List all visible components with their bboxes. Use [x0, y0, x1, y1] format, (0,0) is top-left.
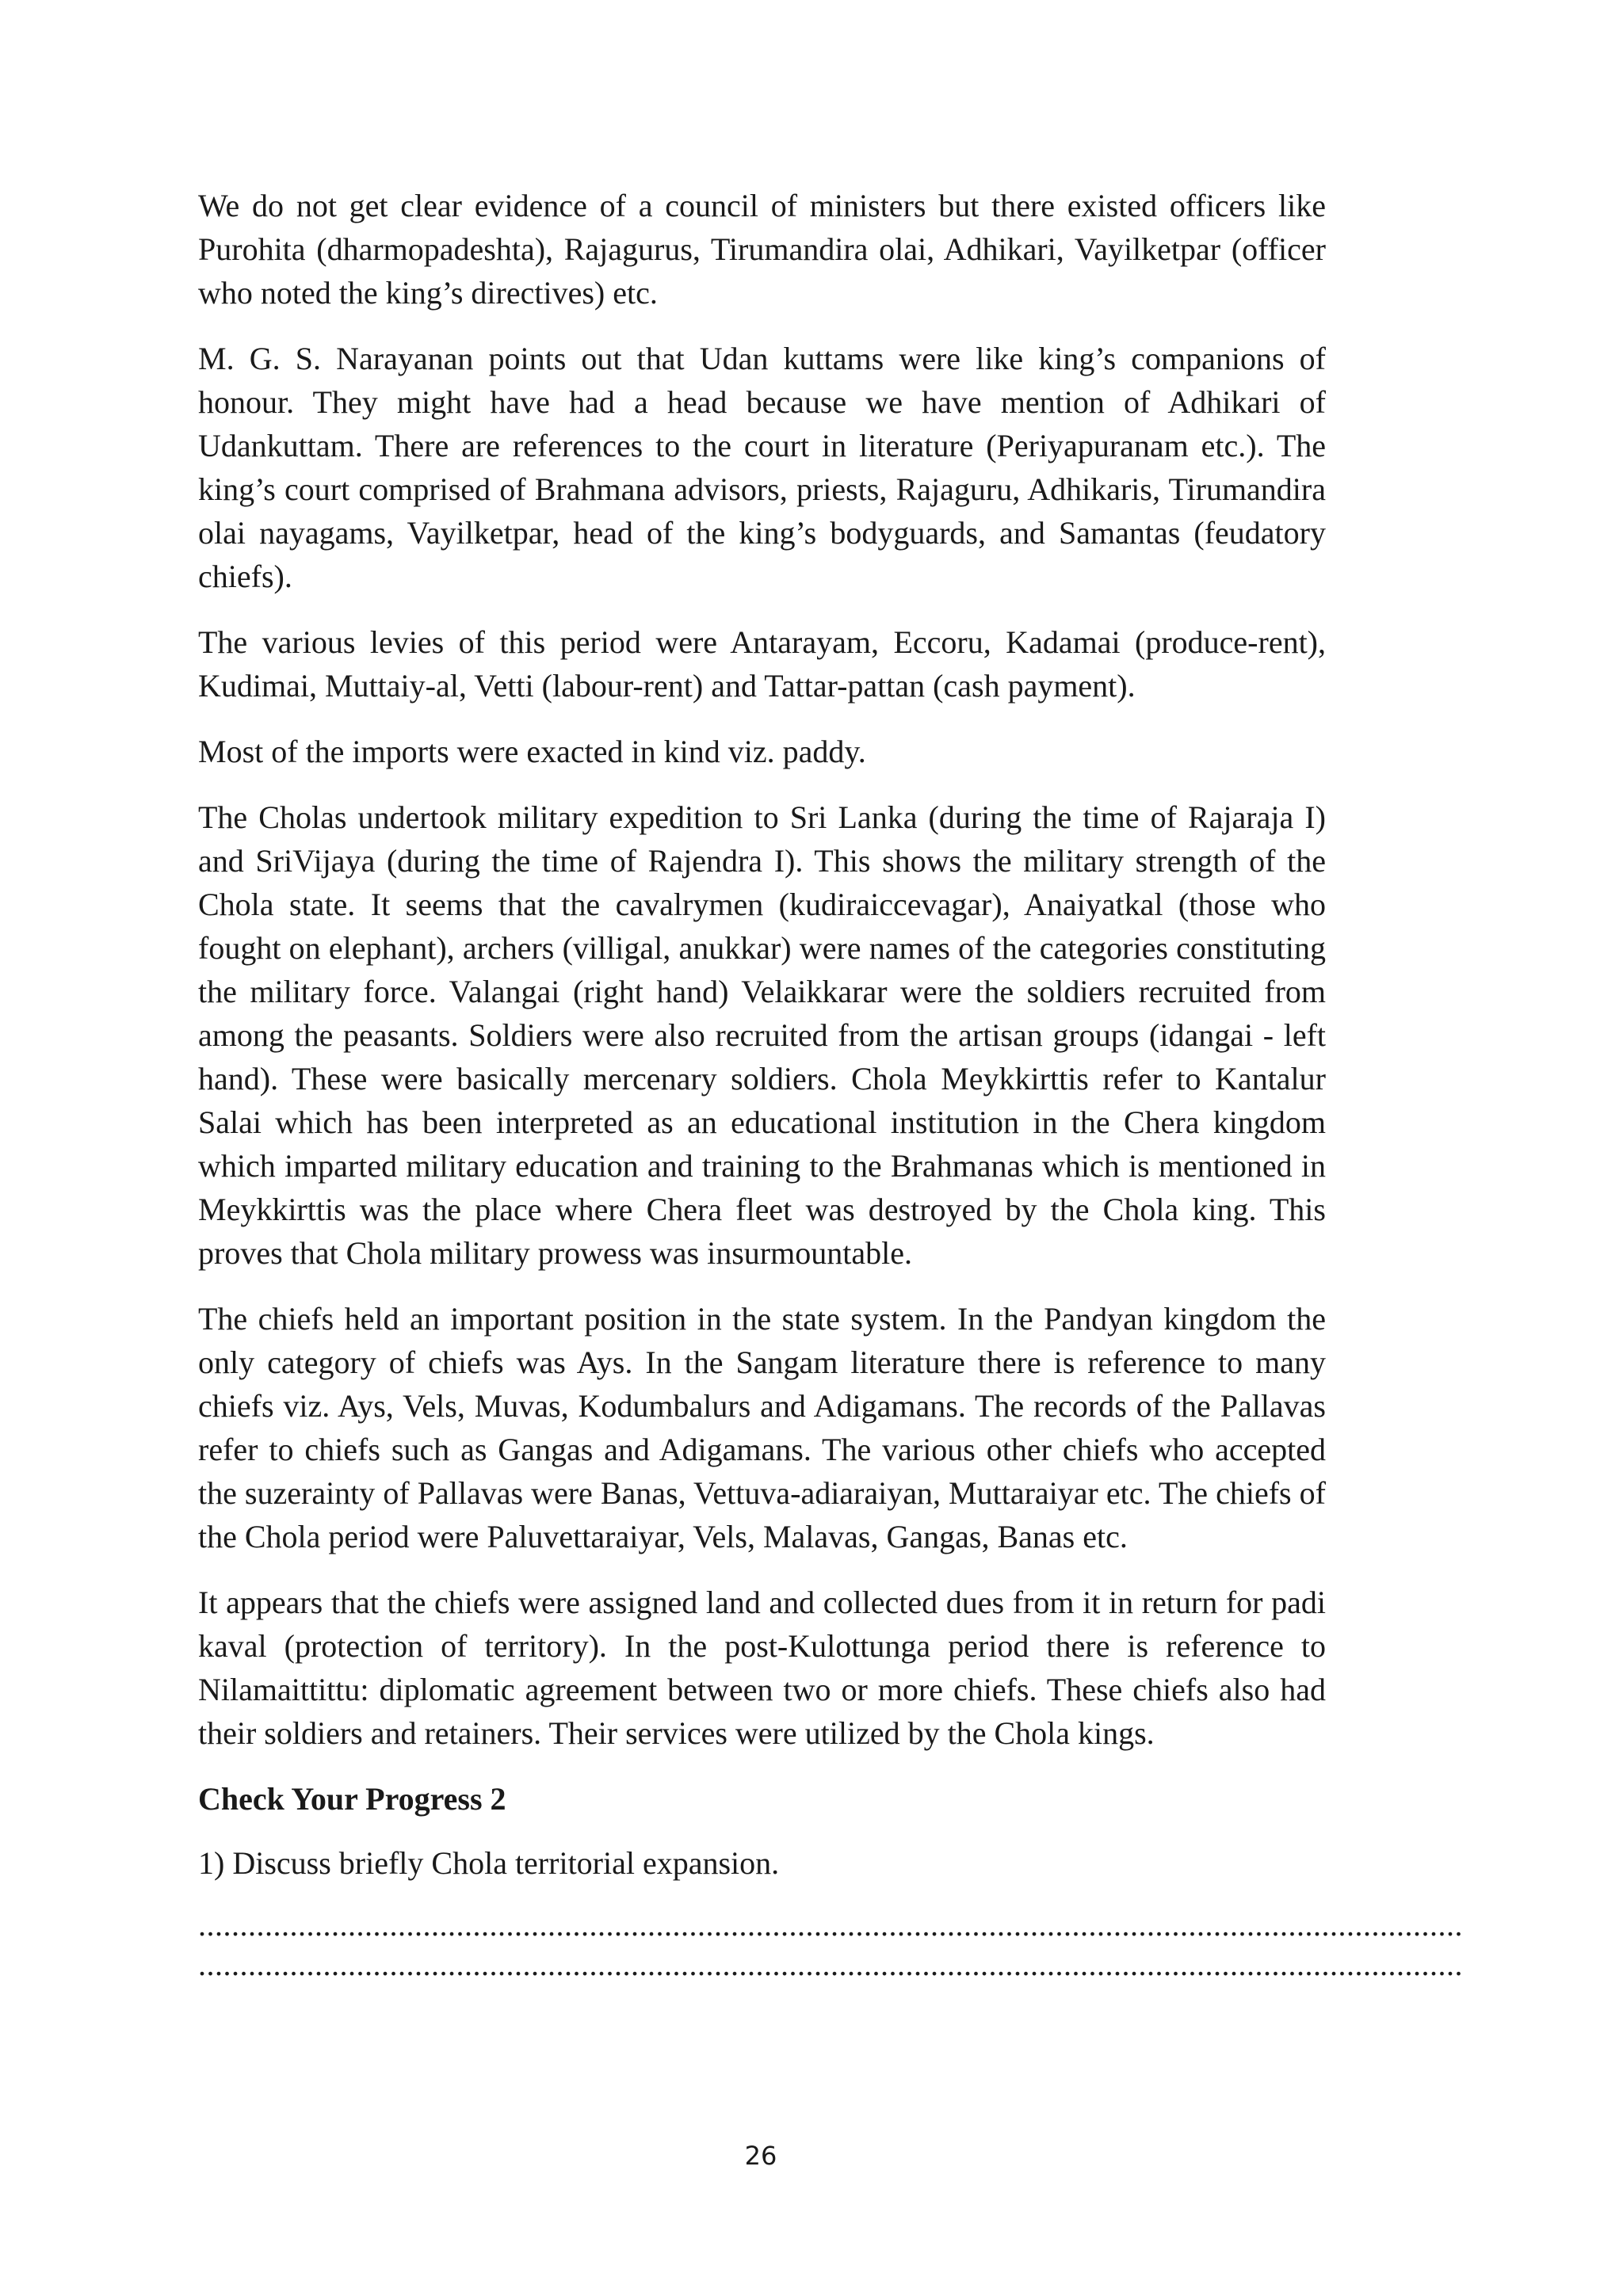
paragraph-chiefs: The chiefs held an important position in the state system. In the Pandyan kingdom the only category of chiefs was Ays. In the Sangam literature there is reference to many chiefs viz. Ays, Vels, Muvas, Kodumbalurs and Adigamans. The records of the Pallavas refer to chiefs such as Gangas and Adigamans. The various other chiefs who accepted the suzerainty of Pallavas were Banas, Vettuva-adiaraiyan, Muttaraiyar etc. The chiefs of the Chola period were Paluvettaraiyar, Vels, Malavas, Gangas, Banas etc.	[198, 1301, 1326, 1554]
paragraph-levies: The various levies of this period were Antarayam, Eccoru, Kadamai (produce-rent), Kudimai, Muttaiy-al, Vetti (labour-rent) and Tattar-pattan (cash payment).	[198, 624, 1326, 704]
answer-line-1: ........................................................................................................................................................	[198, 1907, 1463, 1943]
paragraph-udan-kuttams: M. G. S. Narayanan points out that Udan kuttams were like king’s companions of honour. They might have had a head because we have mention of Adhikari of Udankuttam. There are references to the court in literature (Periyapuranam etc.). The king’s court comprised of Brahmana advisors, priests, Rajaguru, Adhikaris, Tirumandira olai nayagams, Vayilketpar, head of the king’s bodyguards, and Samantas (feudatory chiefs).	[198, 341, 1326, 594]
paragraph-imports: Most of the imports were exacted in kind viz. paddy.	[198, 734, 866, 769]
paragraph-council-of-ministers: We do not get clear evidence of a council of ministers but there existed officers like Purohita (dharmopadeshta), Rajagurus, Tirumandira olai, Adhikari, Vayilketpar (officer who noted the king’s directives) etc.	[198, 188, 1326, 311]
page-number: 26	[744, 2141, 777, 2171]
paragraph-chiefs-land: It appears that the chiefs were assigned land and collected dues from it in return for padi kaval (protection of territory). In the post-Kulottunga period there is reference to Nilamaittittu: diplomatic agreement between two or more chiefs. These chiefs also had their soldiers and retainers. Their services were utilized by the Chola kings.	[198, 1585, 1326, 1751]
answer-line-2: ........................................................................................................................................................	[198, 1947, 1463, 1982]
paragraph-military: The Cholas undertook military expedition to Sri Lanka (during the time of Rajaraja I) and SriVijaya (during the time of Rajendra I). This shows the military strength of the Chola state. It seems that the cavalrymen (kudiraiccevagar), Anaiyatkal (those who fought on elephant), archers (villigal, anukkar) were names of the categories constituting the military force. Valangai (right hand) Velaikkarar were the soldiers recruited from among the peasants. Soldiers were also recruited from the artisan groups (idangai - left hand). These were basically mercenary soldiers. Chola Meykkirttis refer to Kantalur Salai which has been interpreted as an educational institution in the Chera kingdom which imparted military education and training to the Brahmanas which is mentioned in Meykkirttis was the place where Chera fleet was destroyed by the Chola king. This proves that Chola military prowess was insurmountable.	[198, 799, 1326, 1271]
progress-question-1: 1) Discuss briefly Chola territorial expansion.	[198, 1845, 780, 1881]
check-your-progress-heading: Check Your Progress 2	[198, 1781, 506, 1817]
